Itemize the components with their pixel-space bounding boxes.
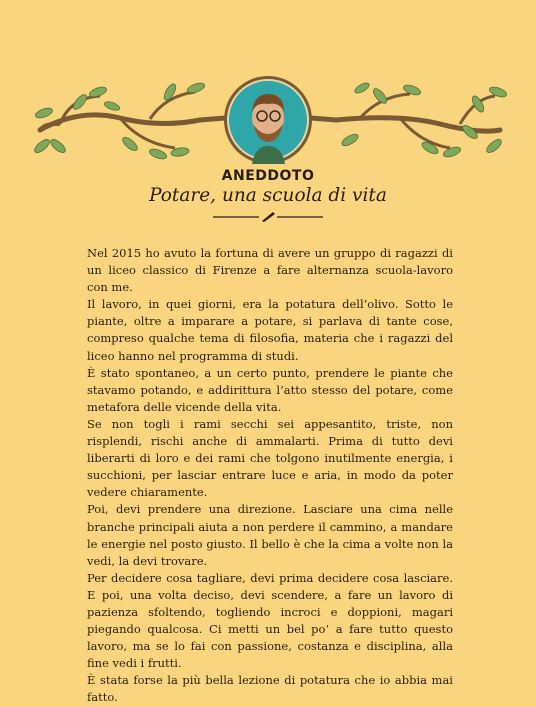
anecdote-heading bbox=[0, 168, 536, 206]
anecdote-body bbox=[87, 245, 453, 707]
section-kicker: ANEDDOTO bbox=[221, 168, 315, 184]
olive-branch-icon bbox=[0, 68, 536, 168]
paragraph: È stata forse la più bella lezione di potatura che io abbia mai fatto. bbox=[87, 673, 453, 705]
divider-pen-icon bbox=[213, 210, 323, 222]
paragraph: È stato spontaneo, a un certo punto, prendere le piante che stavamo potando, e addirittura l’atto stesso del potare, come metafora delle vicende della vita. bbox=[87, 365, 453, 414]
paragraph: Se non togli i rami secchi sei appesantito, triste, non risplendi, rischi anche di ammalarti. Prima di tutto devi liberarti di loro e dei rami che tolgono inutilmente energia, i succhioni, per lasciar entrare luce e aria, in modo da poter vedere chiaramente. bbox=[87, 416, 453, 500]
page-title: Potare, una scuola di vita bbox=[149, 185, 387, 206]
paragraph: Il lavoro, in quei giorni, era la potatura dell’olivo. Sotto le piante, oltre a imparare a potare, si parlava di tante cose, compreso qualche tema di filosofia, materia che i ragazzi del liceo hanno nel programma di studi. bbox=[87, 297, 453, 363]
paragraph: Poi, devi prendere una direzione. Lasciare una cima nelle branche principali aiuta a non perdere il cammino, a mandare le energie nel posto giusto. Il bello è che la cima a volte non la vedi, la devi trovare. bbox=[87, 502, 453, 568]
paragraph: Nel 2015 ho avuto la fortuna di avere un gruppo di ragazzi di un liceo classico di Firenze a fare alternanza scuola-lavoro con me. bbox=[87, 246, 453, 295]
paragraph: Per decidere cosa tagliare, devi prima decidere cosa lasciare. E poi, una volta deciso, devi scendere, a fare un lavoro di pazienza sfoltendo, togliendo incroci e doppioni, magari piegando qualcosa. Ci metti un bel po’ a fare tutto questo lavoro, ma se lo fai con passione, costanza e disciplina, alla fine vedi i frutti. bbox=[87, 570, 453, 671]
